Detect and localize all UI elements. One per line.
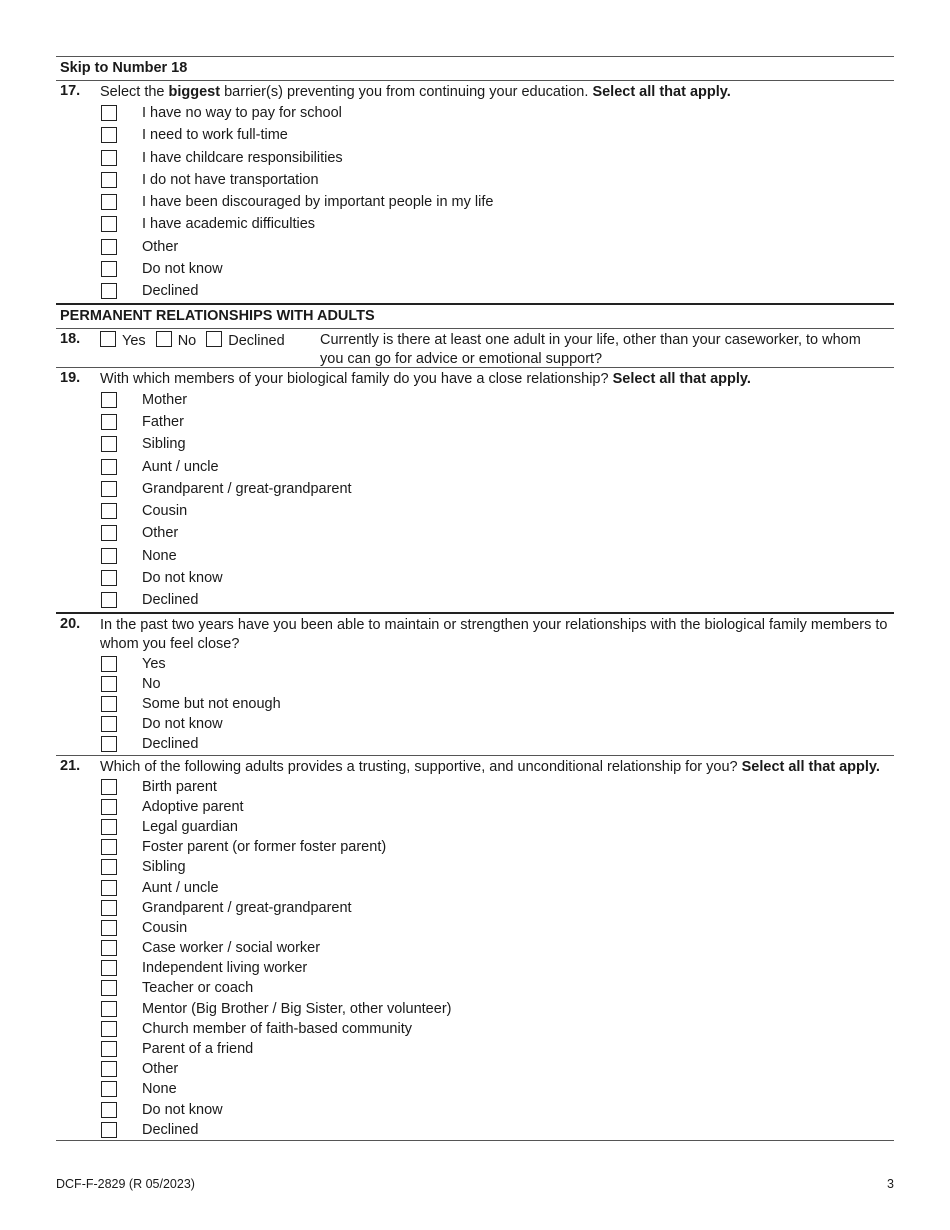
checkbox[interactable] (101, 459, 117, 475)
option-row[interactable] (56, 169, 894, 191)
option-row[interactable] (56, 213, 894, 235)
option-label: Independent living worker (142, 960, 308, 977)
question-19 (56, 368, 894, 614)
option-label: Cousin (142, 919, 188, 936)
checkbox[interactable] (101, 1041, 117, 1057)
page-footer (56, 1177, 894, 1191)
option-row[interactable] (56, 694, 894, 714)
option-row[interactable] (56, 878, 894, 898)
option-row[interactable] (56, 124, 894, 146)
checkbox[interactable] (101, 481, 117, 497)
option-label: Parent of a friend (142, 1041, 254, 1058)
option-label: Other (142, 1061, 179, 1078)
option-row[interactable] (56, 958, 894, 978)
checkbox[interactable] (101, 940, 117, 956)
option-label: Do not know (142, 570, 223, 587)
question-20 (56, 614, 894, 756)
option-label: Do not know (142, 1101, 223, 1118)
options-list (56, 777, 894, 1140)
option-row[interactable] (56, 1039, 894, 1059)
checkbox[interactable] (101, 414, 117, 430)
no-checkbox[interactable] (156, 331, 172, 347)
checkbox[interactable] (101, 239, 117, 255)
option-row[interactable] (56, 777, 894, 797)
option-row[interactable] (56, 545, 894, 567)
checkbox[interactable] (101, 676, 117, 692)
option-label: Declined (142, 592, 199, 609)
option-row[interactable] (56, 674, 894, 694)
checkbox[interactable] (101, 1061, 117, 1077)
checkbox[interactable] (101, 980, 117, 996)
option-label: I do not have transportation (142, 171, 319, 188)
option-row[interactable] (56, 147, 894, 169)
question-text: In the past two years have you been able to maintain or strengthen your relationships with the biological family members to whom you feel close? (100, 616, 888, 652)
option-row[interactable] (56, 500, 894, 522)
option-row[interactable] (56, 280, 894, 302)
option-row[interactable] (56, 918, 894, 938)
option-row[interactable] (56, 1059, 894, 1079)
option-row[interactable] (56, 589, 894, 611)
option-label: Adoptive parent (142, 798, 244, 815)
option-label: Aunt / uncle (142, 458, 219, 475)
checkbox[interactable] (101, 696, 117, 712)
option-row[interactable] (56, 478, 894, 500)
option-row[interactable] (56, 433, 894, 455)
option-label: Do not know (142, 716, 223, 733)
option-row[interactable] (56, 999, 894, 1019)
option-row[interactable] (56, 734, 894, 754)
option-label: Declined (142, 283, 199, 300)
option-row[interactable] (56, 1120, 894, 1140)
option-row[interactable] (56, 817, 894, 837)
options-list (56, 102, 894, 303)
option-row[interactable] (56, 654, 894, 674)
option-row[interactable] (56, 1079, 894, 1099)
option-label: Sibling (142, 859, 186, 876)
option-label: Teacher or coach (142, 980, 254, 997)
question-21 (56, 756, 894, 1141)
form-page (56, 56, 894, 1141)
option-row[interactable] (56, 258, 894, 280)
option-label: Declined (142, 736, 199, 753)
option-label: Other (142, 238, 179, 255)
question-number: 20. (60, 615, 81, 632)
form-id: DCF-F-2829 (R 05/2023) (56, 1177, 195, 1191)
checkbox[interactable] (101, 525, 117, 541)
option-row[interactable] (56, 857, 894, 877)
question-number: 18. (60, 330, 81, 347)
checkbox[interactable] (101, 283, 117, 299)
options-list (56, 654, 894, 755)
option-row[interactable] (56, 978, 894, 998)
checkbox[interactable] (101, 592, 117, 608)
checkbox[interactable] (101, 261, 117, 277)
option-label: Mentor (Big Brother / Big Sister, other volunteer) (142, 1000, 452, 1017)
option-label: Some but not enough (142, 696, 281, 713)
checkbox[interactable] (101, 194, 117, 210)
checkbox[interactable] (101, 859, 117, 875)
checkbox[interactable] (101, 880, 117, 896)
option-label: None (142, 547, 177, 564)
question-text: Select the biggest barrier(s) preventing you from continuing your education. Select all that apply. (100, 84, 731, 100)
checkbox[interactable] (101, 920, 117, 936)
option-label: Legal guardian (142, 818, 238, 835)
checkbox[interactable] (101, 900, 117, 916)
option-label: Aunt / uncle (142, 879, 219, 896)
question-17 (56, 81, 894, 305)
checkbox[interactable] (101, 105, 117, 121)
option-label: Case worker / social worker (142, 940, 321, 957)
option-label: None (142, 1081, 177, 1098)
option-row[interactable] (56, 102, 894, 124)
option-row[interactable] (56, 714, 894, 734)
option-row[interactable] (56, 522, 894, 544)
checkbox[interactable] (101, 1021, 117, 1037)
options-list (56, 389, 894, 612)
declined-checkbox[interactable] (206, 331, 222, 347)
option-row[interactable] (56, 191, 894, 213)
checkbox[interactable] (101, 1122, 117, 1138)
option-label: I need to work full-time (142, 127, 288, 144)
option-row[interactable] (56, 567, 894, 589)
checkbox[interactable] (101, 436, 117, 452)
option-label: I have academic difficulties (142, 216, 316, 233)
option-row[interactable] (56, 411, 894, 433)
option-row[interactable] (56, 938, 894, 958)
option-label: Birth parent (142, 778, 217, 795)
option-label: Church member of faith-based community (142, 1020, 412, 1037)
option-label: Sibling (142, 436, 186, 453)
option-label: Do not know (142, 261, 223, 278)
checkbox[interactable] (101, 656, 117, 672)
yes-no-options: Yes No Declined (100, 331, 291, 351)
checkbox[interactable] (101, 127, 117, 143)
option-label: Mother (142, 391, 188, 408)
option-row[interactable] (56, 837, 894, 857)
checkbox[interactable] (101, 1081, 117, 1097)
option-label: I have childcare responsibilities (142, 149, 343, 166)
checkbox[interactable] (101, 736, 117, 752)
option-label: Cousin (142, 503, 188, 520)
checkbox[interactable] (101, 1102, 117, 1118)
option-label: Yes (142, 655, 166, 672)
option-label: Father (142, 413, 184, 430)
question-text: Which of the following adults provides a trusting, supportive, and unconditional relationship for you? Select all that apply. (100, 758, 880, 775)
checkbox[interactable] (101, 960, 117, 976)
option-row[interactable] (56, 236, 894, 258)
checkbox[interactable] (101, 503, 117, 519)
checkbox[interactable] (101, 779, 117, 795)
checkbox[interactable] (101, 570, 117, 586)
checkbox[interactable] (101, 716, 117, 732)
option-label: No (142, 675, 161, 692)
question-number: 21. (60, 757, 81, 774)
option-row[interactable] (56, 797, 894, 817)
yes-checkbox[interactable] (100, 331, 116, 347)
checkbox[interactable] (101, 216, 117, 232)
option-label: Grandparent / great-grandparent (142, 899, 352, 916)
checkbox[interactable] (101, 1001, 117, 1017)
checkbox[interactable] (101, 150, 117, 166)
option-label: I have no way to pay for school (142, 105, 342, 121)
question-18 (56, 329, 894, 368)
question-text: Currently is there at least one adult in your life, other than your caseworker, to whom you can go for advice or emotional support? (320, 331, 861, 367)
checkbox[interactable] (101, 819, 117, 835)
option-label: I have been discouraged by important people in my life (142, 194, 494, 211)
question-number: 19. (60, 369, 81, 386)
section-header: PERMANENT RELATIONSHIPS WITH ADULTS (56, 305, 894, 329)
checkbox[interactable] (101, 799, 117, 815)
question-text: With which members of your biological family do you have a close relationship? Select all that apply. (100, 370, 751, 387)
option-label: Other (142, 525, 179, 542)
checkbox[interactable] (101, 548, 117, 564)
option-row[interactable] (56, 898, 894, 918)
option-label: Foster parent (or former foster parent) (142, 839, 387, 856)
option-row[interactable] (56, 389, 894, 411)
option-row[interactable] (56, 1019, 894, 1039)
question-number: 17. (60, 83, 81, 99)
skip-instruction: Skip to Number 18 (56, 57, 894, 81)
option-label: Grandparent / great-grandparent (142, 480, 352, 497)
page-number: 3 (887, 1177, 894, 1191)
checkbox[interactable] (101, 839, 117, 855)
option-label: Declined (142, 1121, 199, 1138)
option-row[interactable] (56, 456, 894, 478)
checkbox[interactable] (101, 172, 117, 188)
option-row[interactable] (56, 1100, 894, 1120)
checkbox[interactable] (101, 392, 117, 408)
